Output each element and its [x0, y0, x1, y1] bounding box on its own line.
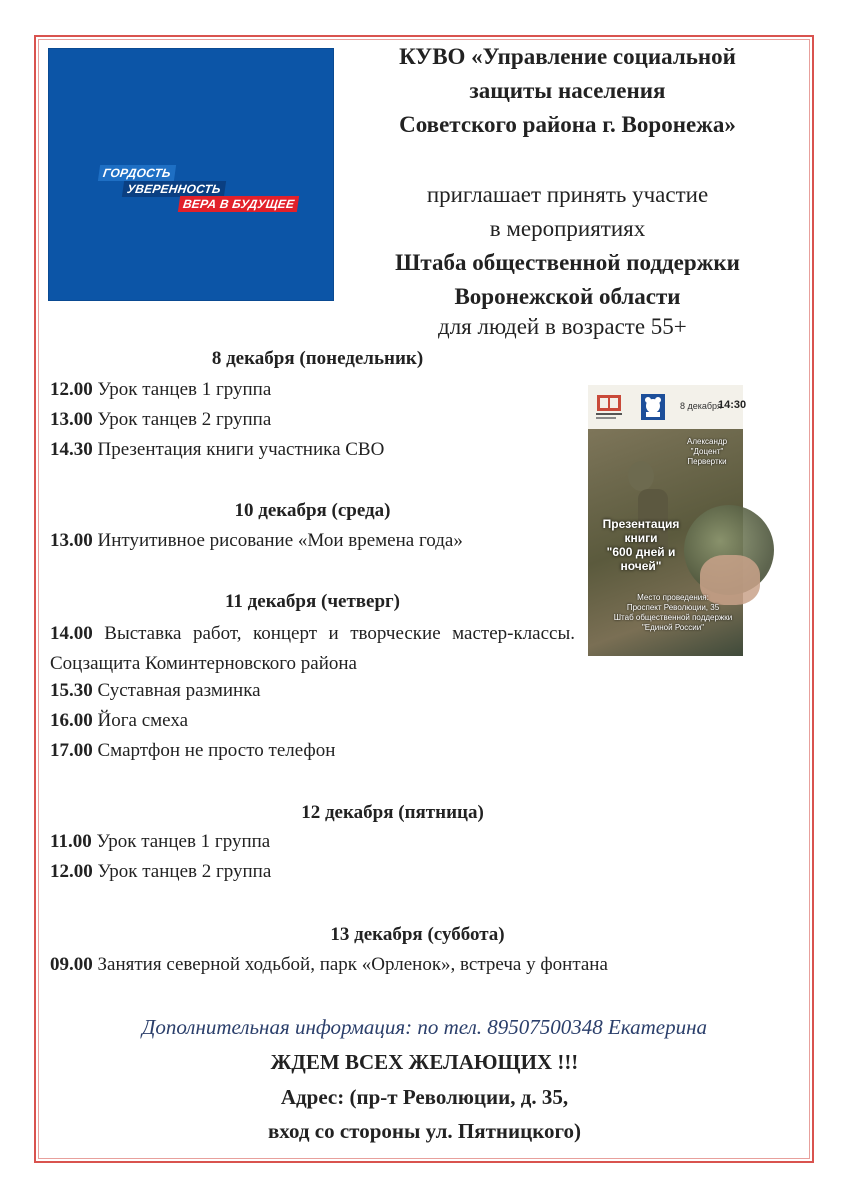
event-time: 14.00 [50, 623, 93, 644]
event-line [50, 439, 384, 461]
day-heading: 10 декабря (среда) [234, 500, 391, 521]
poster-title-line: ночей" [620, 559, 662, 573]
event-text: Урок танцев 1 группа [97, 379, 272, 400]
event-time: 14.30 [50, 439, 93, 460]
event-line [50, 379, 271, 401]
event-text: Презентация книги участника СВО [97, 439, 385, 460]
event-line [50, 831, 270, 853]
book-presentation-poster [588, 385, 747, 656]
address-line-1: Адрес: (пр-т Революции, д. 35, [280, 1085, 569, 1109]
soldier-figure [628, 461, 654, 491]
event-line [50, 619, 575, 679]
org-name-line-2: защиты населения [469, 78, 666, 103]
invite-line-2: в мероприятиях [489, 216, 646, 241]
contact-info: Дополнительная информация: по тел. 89507500348 Екатерина [141, 1015, 708, 1039]
event-text: Смартфон не просто телефон [97, 740, 336, 761]
event-text: Урок танцев 2 группа [97, 861, 272, 882]
logo-word-confidence: УВЕРЕННОСТЬ [122, 181, 226, 197]
poster-time: 14:30 [718, 399, 747, 411]
event-time: 12.00 [50, 861, 93, 882]
age-note: для людей в возрасте 55+ [438, 314, 687, 339]
poster-title-line: книги [624, 531, 658, 545]
event-line [50, 409, 271, 431]
event-line [50, 740, 335, 762]
event-line [50, 680, 261, 702]
logo-word-pride: ГОРДОСТЬ [98, 165, 176, 181]
logo-word-faith: ВЕРА В БУДУЩЕЕ [178, 196, 300, 212]
event-time: 17.00 [50, 740, 93, 761]
event-text: Суставная разминка [97, 680, 261, 701]
event-time: 12.00 [50, 379, 93, 400]
poster-place-line: Штаб общественной поддержки [613, 613, 733, 622]
org-name-line-3: Советского района г. Воронежа» [399, 112, 736, 137]
hq-line-2: Воронежской области [454, 284, 681, 309]
poster-place [608, 593, 738, 633]
poster-place-line: Место проведения: [637, 593, 709, 602]
event-line [50, 954, 608, 976]
poster-title-line: "600 дней и [606, 545, 676, 559]
event-text: Интуитивное рисование «Мои времена года» [97, 530, 463, 551]
day-heading: 8 декабря (понедельник) [211, 348, 424, 369]
event-time: 15.30 [50, 680, 93, 701]
poster-place-line: Проспект Революции, 35 [626, 603, 720, 612]
event-time: 13.00 [50, 530, 93, 551]
address-line-2: вход со стороны ул. Пятницкого) [267, 1119, 582, 1143]
poster-date: 8 декабря [680, 401, 722, 411]
event-time: 09.00 [50, 954, 93, 975]
invite-line-1: приглашает принять участие [426, 182, 709, 207]
event-time: 11.00 [50, 831, 92, 852]
poster-author [674, 437, 740, 467]
event-line [50, 710, 188, 732]
header [340, 40, 795, 314]
day-heading: 12 декабря (пятница) [301, 802, 484, 823]
poster-title [596, 517, 686, 573]
poster-author-line: Александр [686, 437, 728, 446]
event-text: Урок танцев 2 группа [97, 409, 272, 430]
bear-emblem-icon [640, 393, 666, 421]
event-time: 13.00 [50, 409, 93, 430]
event-text: Урок танцев 1 группа [96, 831, 271, 852]
event-line [50, 530, 463, 552]
poster-place-line: "Единой России" [641, 623, 705, 632]
event-text: Занятия северной ходьбой, парк «Орленок», встреча у фонтана [97, 954, 608, 975]
event-text: Йога смеха [97, 710, 189, 731]
event-line [50, 861, 271, 883]
event-text: Выставка работ, концерт и творческие мастер-классы. Соцзащита Коминтерновского района [50, 623, 575, 674]
poster-title-line: Презентация [602, 517, 680, 531]
day-heading: 13 декабря (суббота) [330, 924, 505, 945]
poster-author-line: "Доцент" [690, 447, 724, 456]
event-time: 16.00 [50, 710, 93, 731]
org-name-line-1: КУВО «Управление социальной [399, 44, 736, 69]
day-heading: 11 декабря (четверг) [224, 591, 401, 612]
call-to-action: ЖДЕМ ВСЕХ ЖЕЛАЮЩИХ !!! [270, 1050, 579, 1074]
hq-line-1: Штаба общественной поддержки [395, 250, 740, 275]
library-logo-icon [594, 391, 624, 421]
movement-logo [48, 48, 334, 301]
poster-author-line: Первертки [687, 457, 727, 466]
